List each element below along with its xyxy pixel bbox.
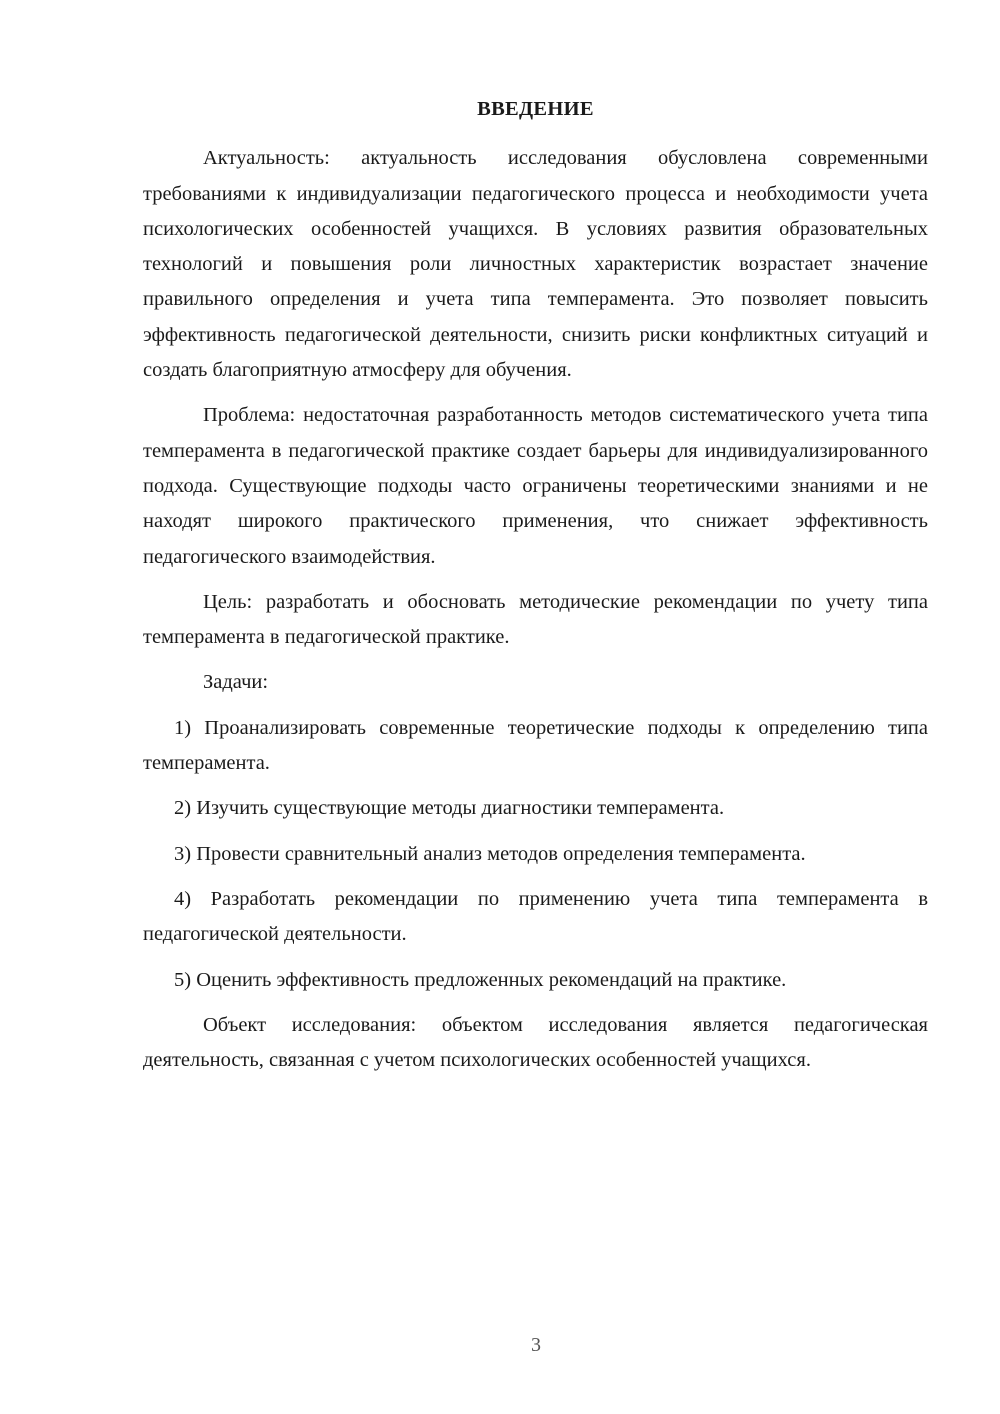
relevance-paragraph: Актуальность: актуальность исследования обусловлена современными требованиями к индивидуализации педагогического процесса и необходимости учета психологических особенностей учащихся. В условиях развития образовательных технологий и повышения роли личностных характеристик возрастает значение правильного определения и учета типа темперамента. Это позволяет повысить эффективность педагогической деятельности, снизить риски конфликтных ситуаций и создать благоприятную атмосферу для обучения. (143, 147, 928, 382)
page-number: 3 (531, 1334, 541, 1356)
tasks-label: Задачи: (203, 671, 269, 694)
task-item: 3) Провести сравнительный анализ методов определения темперамента. (174, 842, 806, 865)
task-item: 4) Разработать рекомендации по применению учета типа темперамента в педагогической деятельности. (143, 887, 928, 946)
task-item: 2) Изучить существующие методы диагностики темперамента. (174, 797, 725, 820)
task-item: 5) Оценить эффективность предложенных рекомендаций на практике. (174, 968, 787, 991)
problem-paragraph: Проблема: недостаточная разработанность методов систематического учета типа темперамента в педагогической практике создает барьеры для индивидуализированного подхода. Существующие подходы часто ограничены теоретическими знаниями и не находят широкого практического применения, что снижает эффективность педагогического взаимодействия. (143, 404, 928, 568)
page-title: ВВЕДЕНИЕ (477, 98, 594, 120)
document-page (143, 92, 928, 1088)
goal-paragraph: Цель: разработать и обосновать методические рекомендации по учету типа темперамента в педагогической практике. (143, 590, 928, 649)
object-paragraph: Объект исследования: объектом исследования является педагогическая деятельность, связанная с учетом психологических особенностей учащихся. (143, 1013, 928, 1072)
task-item: 1) Проанализировать современные теоретические подходы к определению типа темперамента. (143, 716, 928, 775)
